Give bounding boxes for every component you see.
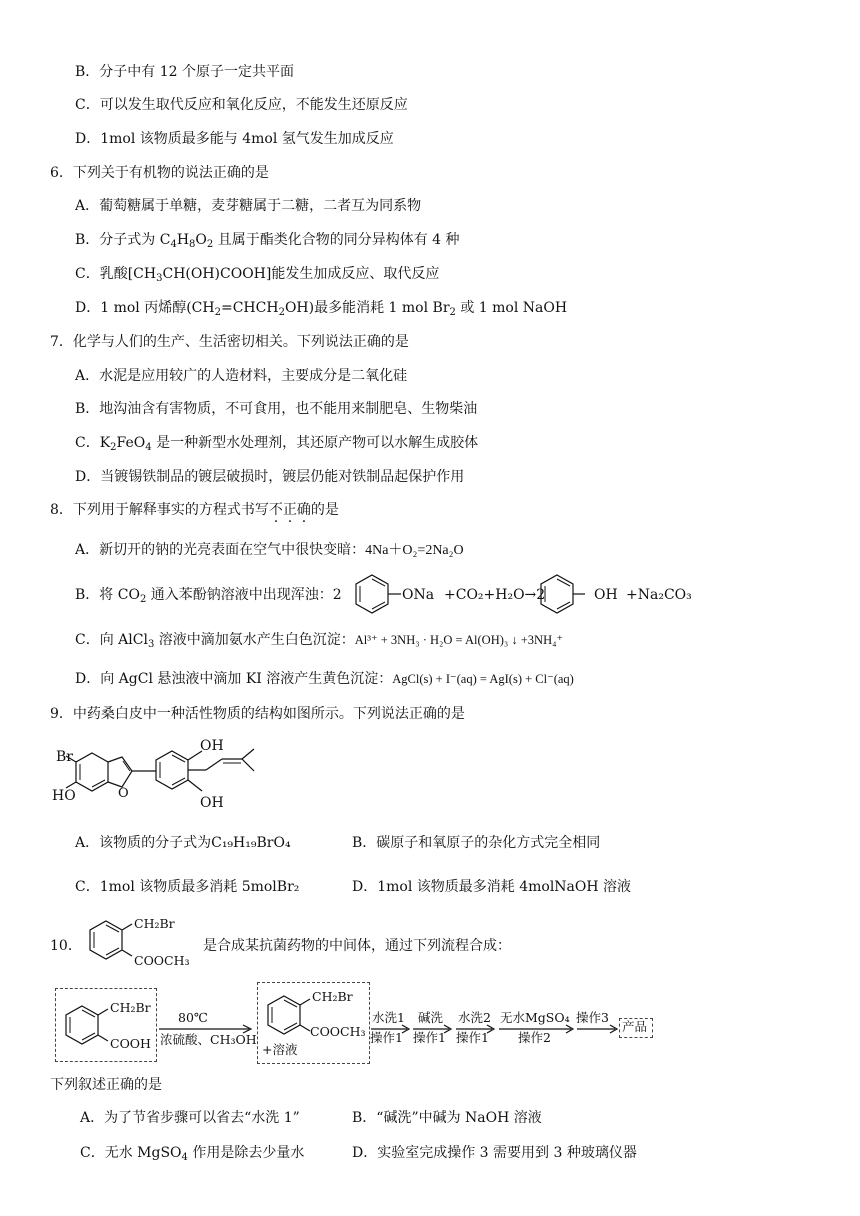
flow-step-1-top: 水洗1 <box>372 1010 405 1025</box>
flow-condition-reagents: 浓硫酸、CH₃OH <box>160 1032 257 1047</box>
q8-option-d: D．向 AgCl 悬浊液中滴加 KI 溶液产生黄色沉淀：AgCl(s) + I⁻(aq) = AgI(s) + Cl⁻(aq) <box>75 671 574 687</box>
flow-step-2-top: 碱洗 <box>418 1010 444 1025</box>
q10-stem: 是合成某抗菌药物的中间体，通过下列流程合成： <box>203 938 511 954</box>
q6-option-d: D．1 mol 丙烯醇$(CH_2=CHCH_2OH)$最多能消耗 1 mol $Br_2$ 或 1 mol NaOH <box>75 300 568 318</box>
q10-option-b: B．“碱洗”中碱为 NaOH 溶液 <box>352 1110 542 1126</box>
q6-option-a: A．葡萄糖属于单糖，麦芽糖属于二糖，二者互为同系物 <box>75 198 422 214</box>
q7-option-d: D．当镀锡铁制品的镀层破损时，镀层仍能对铁制品起保护作用 <box>75 469 465 485</box>
flow-step-3-bottom: 操作1 <box>456 1030 489 1045</box>
flow-step-1-bottom: 操作1 <box>370 1030 403 1045</box>
q6-stem: 6．下列关于有机物的说法正确的是 <box>50 165 269 181</box>
q10-number: 10． <box>50 938 82 954</box>
q9-option-c: C．1mol 该物质最多消耗 5molBr₂ <box>75 879 300 895</box>
q8-ona-label: ONa <box>402 587 435 603</box>
flow-step-4-bottom: 操作2 <box>518 1030 551 1045</box>
q8-equation-d: AgCl(s) + I⁻(aq) = AgI(s) + Cl⁻(aq) <box>392 672 574 686</box>
q9-stem: 9．中药桑白皮中一种活性物质的结构如图所示。下列说法正确的是 <box>50 706 465 722</box>
q9-br-label: Br <box>56 749 73 765</box>
flow-final-label: 产品 <box>622 1019 648 1034</box>
q7-stem: 7．化学与人们的生产、生活密切相关。下列说法正确的是 <box>50 334 409 350</box>
q9-option-d: D．1mol 该物质最多消耗 4molNaOH 溶液 <box>352 879 632 895</box>
q6-option-c: C．乳酸$[CH_3CH(OH)COOH]$能发生加成反应、取代反应 <box>75 266 440 284</box>
q10-option-a: A．为了节省步骤可以省去“水洗 1” <box>80 1110 300 1126</box>
q7-option-a: A．水泥是应用较广的人造材料，主要成分是二氧化硅 <box>75 368 408 384</box>
q10-option-d: D．实验室完成操作 3 需要用到 3 种玻璃仪器 <box>352 1145 637 1161</box>
q9-ho-label: HO <box>52 788 76 804</box>
flow-product-extra: +溶液 <box>262 1042 298 1057</box>
flow-step-2-bottom: 操作1 <box>413 1030 446 1045</box>
q8-equation-c: Al³⁺ + 3NH₃ · H₂O = Al(OH)₃ ↓ +3NH₄⁺ <box>354 633 564 647</box>
q9-option-b: B．碳原子和氧原子的杂化方式完全相同 <box>352 835 601 851</box>
q9-oh-bottom-label: OH <box>200 795 224 811</box>
q5-option-c: C．可以发生取代反应和氧化反应，不能发生还原反应 <box>75 97 408 113</box>
q8-option-b: B．将 $CO_2$ 通入苯酚钠溶液中出现浑浊：2 <box>75 587 342 605</box>
flow-step-5-top: 操作3 <box>576 1010 609 1025</box>
q8-option-c: C．向 AlCl$_3$ 溶液中滴加氨水产生白色沉淀：Al³⁺ + 3NH₃ · H₂O = Al(OH)₃ ↓ +3NH₄⁺ <box>75 632 564 650</box>
q10-ch2br-label: CH₂Br <box>134 916 175 931</box>
q9-furan-o-label: O <box>118 786 129 801</box>
q6-option-b: B．分子式为 $C_4H_8O_2$ 且属于酯类化合物的同分异构体有 4 种 <box>75 232 460 250</box>
q5-option-b: B．分子中有 12 个原子一定共平面 <box>75 64 295 80</box>
q8-equation-a: 4Na＋O₂=2Na₂O <box>365 543 464 558</box>
flow-product-cooch3: COOCH₃ <box>310 1024 366 1039</box>
flow-product-ch2br: CH₂Br <box>312 989 353 1004</box>
q10-option-c: C．无水 MgSO$_4$ 作用是除去少量水 <box>80 1145 305 1163</box>
q7-option-b: B．地沟油含有害物质，不可食用，也不能用来制肥皂、生物柴油 <box>75 401 478 417</box>
flow-reactant-ch2br: CH₂Br <box>110 1000 151 1015</box>
flow-step-4-top: 无水MgSO₄ <box>500 1010 570 1025</box>
q8-reagents: +CO₂+H₂O→2 <box>444 587 546 603</box>
q8-option-a: A．新切开的钠的光亮表面在空气中很快变暗：4Na＋O₂=2Na₂O <box>75 542 464 558</box>
q8-stem: 8．下列用于解释事实的方程式书写不正确的是 <box>50 502 339 518</box>
flow-step-3-top: 水洗2 <box>458 1010 491 1025</box>
flow-condition-temp: 80℃ <box>178 1010 208 1025</box>
flow-arrow-6 <box>576 1024 620 1034</box>
q5-option-d: D．1mol 该物质最多能与 4mol 氢气发生加成反应 <box>75 131 394 147</box>
q10-cooch3-label: COOCH₃ <box>134 953 190 968</box>
q9-oh-top-label: OH <box>200 738 224 754</box>
flow-reactant-cooh: COOH <box>110 1036 151 1051</box>
q8-oh-label: OH <box>594 587 618 603</box>
q10-sub-stem: 下列叙述正确的是 <box>50 1077 162 1093</box>
q7-option-c: C．$K_2FeO_4$ 是一种新型水处理剂，其还原产物可以水解生成胶体 <box>75 435 479 453</box>
q8-product-na2co3: +Na₂CO₃ <box>626 587 692 603</box>
q9-option-a: A．该物质的分子式为C₁₉H₁₉BrO₄ <box>75 835 291 851</box>
